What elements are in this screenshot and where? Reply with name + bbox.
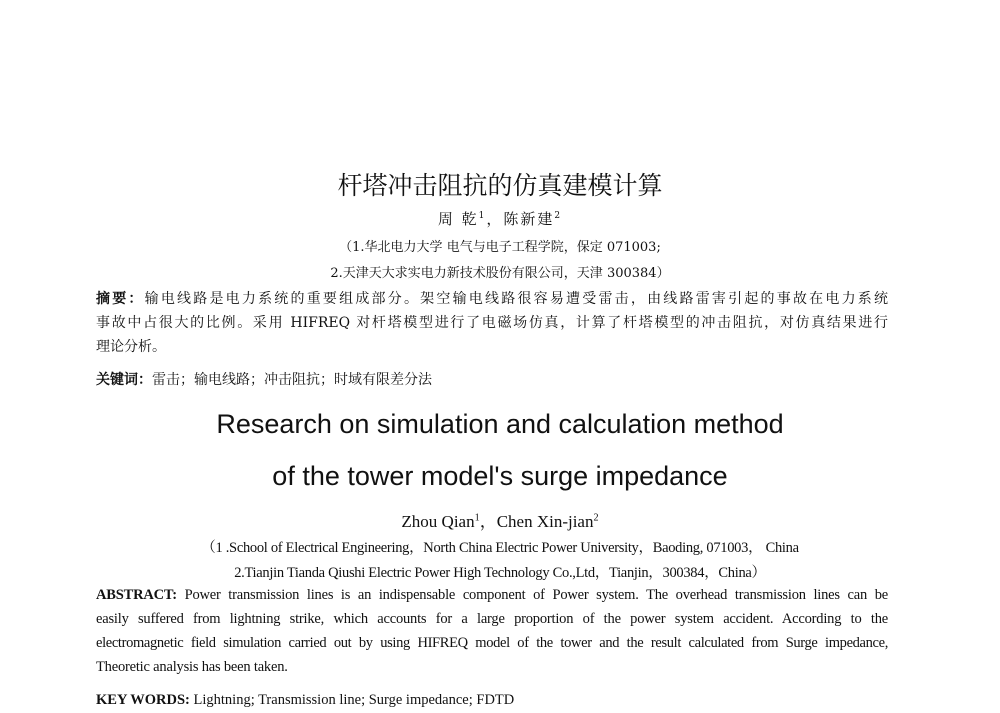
chinese-keywords-label: 关键词： xyxy=(96,372,152,388)
chinese-affiliation-2: 2.天津天大求实电力新技术股份有限公司，天津 300384） xyxy=(330,266,670,281)
english-abstract-line: easily suffered from lightning strike, which accounts for a large proportion of the power system accident. According to the xyxy=(96,611,888,627)
author-1: Zhou Qian xyxy=(401,512,475,531)
english-abstract-line xyxy=(96,587,888,604)
author-1-affiliation-mark: 1 xyxy=(478,211,487,221)
author-2-affiliation-mark: 2 xyxy=(593,512,599,524)
author-2: Chen Xin-jian xyxy=(496,512,594,531)
chinese-abstract-line: 理论分析。 xyxy=(96,339,166,355)
english-abstract-line: electromagnetic field simulation carried out by using HIFREQ model of the tower and the result calculated from Surge impedance, xyxy=(96,635,888,651)
chinese-keywords xyxy=(96,368,888,392)
author-1: 周 乾 xyxy=(437,210,479,228)
author-separator: ， xyxy=(486,210,504,228)
author-separator: ， xyxy=(479,512,497,531)
chinese-abstract-line xyxy=(96,287,888,311)
english-keywords-label: KEY WORDS: xyxy=(96,692,190,708)
author-1-affiliation-mark: 1 xyxy=(474,512,480,524)
chinese-keywords-text: 雷击；输电线路；冲击阻抗；时域有限差分法 xyxy=(152,372,432,388)
author-2: 陈新建 xyxy=(503,210,555,228)
author-2-affiliation-mark: 2 xyxy=(554,211,563,221)
english-abstract-label: ABSTRACT: xyxy=(96,587,177,603)
chinese-authors xyxy=(0,208,1000,229)
chinese-title: 杆塔冲击阻抗的仿真建模计算 xyxy=(337,171,663,200)
english-abstract-line: Theoretic analysis has been taken. xyxy=(96,659,288,675)
english-affiliation-2: 2.Tianjin Tianda Qiushi Electric Power High Technology Co.,Ltd，Tianjin，300384，China） xyxy=(234,565,766,581)
english-keywords-text: Lightning; Transmission line; Surge impedance; FDTD xyxy=(193,692,515,708)
chinese-abstract-line: 事故中占很大的比例。采用 HIFREQ 对杆塔模型进行了电磁场仿真，计算了杆塔模型的冲击阻抗，对仿真结果进行 xyxy=(96,315,888,331)
abstract-text: Power transmission lines is an indispensable component of Power system. The overhead transmission lines can be xyxy=(184,587,888,603)
chinese-affiliation-1: （1.华北电力大学 电气与电子工程学院，保定 071003; xyxy=(339,240,661,255)
english-authors xyxy=(0,507,1000,532)
english-affiliation-1: （1 .School of Electrical Engineering，North China Electric Power University，Baoding, 071003， China xyxy=(201,540,799,556)
chinese-abstract-label: 摘要： xyxy=(96,291,145,307)
english-title-line-2: of the tower model's surge impedance xyxy=(272,461,728,491)
english-title-line-1: Research on simulation and calculation method xyxy=(216,409,784,439)
english-keywords xyxy=(96,692,888,709)
abstract-text: 输电线路是电力系统的重要组成部分。架空输电线路很容易遭受雷击，由线路雷害引起的事故在电力系统 xyxy=(144,291,888,307)
